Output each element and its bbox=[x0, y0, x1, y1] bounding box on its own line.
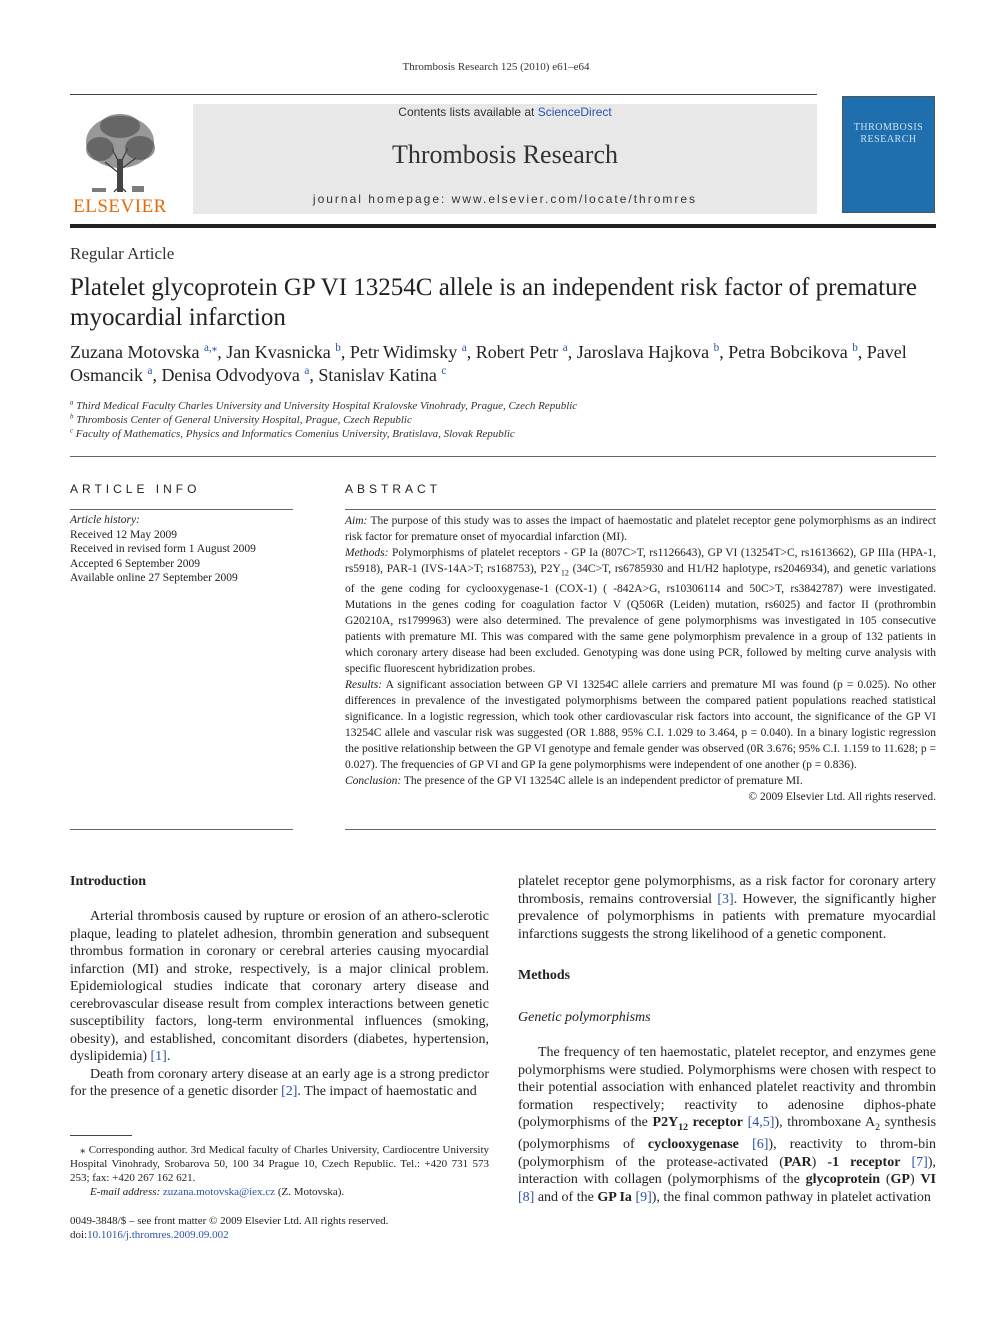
journal-homepage[interactable]: journal homepage: www.elsevier.com/locate/thromres bbox=[312, 192, 698, 206]
corresponding-author-footnote: ⁎ Corresponding author. 3rd Medical faculty of Charles University, Cardiocentre University Hospital Vinohrady, Srobarova 50, 100 34 Prague 10, Czech Republic. Tel.: +420 731 573 253; fax: +420 267 162 621. E-mail address: zuzana.motovska@iex.cz (Z. Motovska). bbox=[70, 1144, 489, 1198]
article-info-heading: ARTICLE INFO bbox=[70, 482, 201, 496]
abstract-conclusion: Conclusion: The presence of the GP VI 13254C allele is an independent predictor of premature MI. bbox=[345, 775, 803, 788]
author[interactable]: Pavel Osmancik $^a$ bbox=[70, 342, 907, 385]
abstract-results: Results: A significant association between GP VI 13254C allele carriers and premature MI was found (p = 0.025). No other differences in prevalence of the investigated polymorphisms between the compared patient populations reached statistical significance. In a logistic regression, which took other cardiovascular risk factors into account, the significance of the GP VI 13254C allele and vascular risk was suggested (OR 1.888, 95% C.I. 1.029 to 3.464, p = 0.040). In a binary logistic regression the positive relationship between the GP VI genotype and female gender was observed (0R 3.676; 95% C.I. 1.159 to 11.628; p = 0.027). The frequencies of GP VI and GP Ia gene polymorphisms were independent of one another (p = 0.836). bbox=[345, 679, 936, 772]
affiliation: $^a$ Third Medical Faculty Charles University and University Hospital Kralovske Vinohrady, Prague, Czech Republic bbox=[70, 399, 578, 412]
header-thick-rule bbox=[70, 224, 936, 228]
abstract-body bbox=[345, 513, 936, 805]
history-item: Received in revised form 1 August 2009 bbox=[70, 543, 256, 556]
journal-cover-thumbnail bbox=[842, 96, 935, 213]
abstract-aim: Aim: The purpose of this study was to asses the impact of haemostatic and platelet receptor gene polymorphisms as an indirect risk factor for premature onset of myocardial infarction (MI). bbox=[345, 515, 936, 543]
article-history: Article history: Received 12 May 2009 Received in revised form 1 August 2009 Accepted 6 September 2009 Available online 27 September 2009 bbox=[70, 513, 293, 586]
author-list: Zuzana Motovska $^{a,⁎}$, Jan Kvasnicka $^b$, Petr Widimsky $^a$, Robert Petr $^a$, Jaroslava Hajkova $^b$, Petra Bobcikova $^b$, Pavel Osmancik $^a$, Denisa Odvodyova $^a$, Stanislav Katina $^c$ bbox=[70, 342, 907, 385]
doi-link[interactable]: 10.1016/j.thromres.2009.09.002 bbox=[87, 1229, 229, 1241]
header-rule bbox=[70, 94, 817, 95]
author[interactable]: Robert Petr $^a$ bbox=[475, 342, 568, 362]
info-rule bbox=[70, 509, 293, 510]
citation-ref[interactable]: [6] bbox=[752, 1137, 769, 1153]
issn-doi: 0049-3848/$ – see front matter © 2009 Elsevier Ltd. All rights reserved. doi:10.1016/j.thromres.2009.09.002 bbox=[70, 1215, 389, 1241]
journal-name: Thrombosis Research bbox=[391, 140, 618, 169]
abstract-heading: ABSTRACT bbox=[345, 482, 442, 496]
abstract-copyright: © 2009 Elsevier Ltd. All rights reserved. bbox=[748, 791, 936, 804]
citation-ref[interactable]: [3] bbox=[717, 891, 734, 907]
genetic-polymorphisms-text: The frequency of ten haemostatic, platelet receptor, and enzymes gene polymorphisms were studied. Polymorphisms were chosen with respect to their potential association with enhanced platelet reactivity and thrombin formation respectively; reactivity to adenosine diphos-phate (polymorphisms of the $P2Y_{12}$ receptor [4,5]), thromboxane $A_2$ synthesis (polymorphisms of cyclooxygenase [6]), reactivity to throm-bin (polymorphism of the protease-activated (PAR) -1 receptor [7]), interaction with collagen (polymorphisms of the glycoprotein (GP) VI [8] and of the GP Ia [9]), the final common pathway in platelet activation bbox=[518, 1045, 937, 1205]
intro-text: Arterial thrombosis caused by rupture or erosion of an athero-sclerotic plaque, leading to platelet adhesion, thrombin generation and subsequent thrombus formation in coronary or cerebral arteries causing myocardial infarction (MI) and stroke, respectively, is a major clinical problem. Epidemiological studies indicate that coronary artery disease and cerebrovascular disease result from complex interactions between genetic susceptibility factors, long-term environmental influences (smoking, obesity), and established, concomitant disorders (diabetes, hypertension, dyslipidemia) [1]. Death from coronary artery disease at an early age is a strong predictor for the presence of a genetic disorder [2]. The impact of haemostatic and bbox=[70, 909, 489, 1099]
citation-ref[interactable]: [4,5] bbox=[747, 1115, 775, 1130]
citation-ref[interactable]: [2] bbox=[281, 1084, 298, 1099]
citation-ref[interactable]: [9] bbox=[635, 1189, 652, 1205]
citation-ref[interactable]: [1] bbox=[150, 1049, 167, 1064]
section-divider bbox=[70, 456, 936, 457]
abstract-rule bbox=[345, 509, 936, 510]
citation-ref[interactable]: [7] bbox=[911, 1154, 928, 1170]
info-bottom-rule bbox=[70, 829, 293, 830]
author[interactable]: Zuzana Motovska $^{a,⁎}$ bbox=[70, 342, 218, 362]
history-item: Accepted 6 September 2009 bbox=[70, 557, 200, 570]
author[interactable]: Stanislav Katina $^c$ bbox=[318, 365, 447, 385]
journal-citation: Thrombosis Research 125 (2010) e61–e64 bbox=[402, 61, 590, 73]
contents-availability: Contents lists available at ScienceDirect bbox=[398, 105, 612, 119]
author[interactable]: Jaroslava Hajkova $^b$ bbox=[576, 342, 720, 362]
history-item: Available online 27 September 2009 bbox=[70, 572, 238, 585]
author[interactable]: Petr Widimsky $^a$ bbox=[349, 342, 467, 362]
genetic-polymorphisms-heading: Genetic polymorphisms bbox=[518, 1010, 651, 1025]
affiliation: $^b$ Thrombosis Center of General University Hospital, Prague, Czech Republic bbox=[70, 413, 412, 426]
affiliation: $^c$ Faculty of Mathematics, Physics and Informatics Comenius University, Bratislava, Slovak Republic bbox=[70, 427, 515, 440]
abstract-methods: Methods: Polymorphisms of platelet receptors - GP Ia (807C>T, rs1126643), GP VI (13254T>C, rs1613662), GP IIIa (HPA-1, rs5918), PAR-1 (IVS-14A>T; rs168753), $P2Y_{12}$ (34C>T, rs6785930 and H1/H2 haplotype, rs2046934), and genetic variations of the gene coding for cyclooxygenase-1 (COX-1) ( -842A>G, rs10306114 and 50C>T, rs3842787) were investigated. Mutations in the genes coding for coagulation factor V (Q506R (Leiden) mutation, rs6025) and factor II (prothrombin G20210A, rs1799963) were also determined. The prevalence of gene polymorphisms was investigated in 105 consecutive patients with premature MI. This was compared with the same gene polymorphism prevalence in a group of 132 patients in which coronary artery disease had been excluded. Genotyping was done using PCR, followed by melting curve analysis with specific fluorescent hybridization probes. bbox=[345, 547, 937, 676]
author[interactable]: Petra Bobcikova $^b$ bbox=[728, 342, 858, 362]
abstract-bottom-rule bbox=[345, 829, 936, 830]
publisher-wordmark: ELSEVIER bbox=[73, 196, 167, 217]
footnote-rule bbox=[70, 1135, 132, 1136]
article-type: Regular Article bbox=[70, 244, 175, 263]
author-email-link[interactable]: zuzana.motovska@iex.cz bbox=[162, 1186, 276, 1198]
intro-continued: platelet receptor gene polymorphisms, as a risk factor for coronary artery thrombosis, remains controversial [3]. However, the significantly higher prevalence of polymorphisms in patients with premature myocardial infarctions suggests the strong likelihood of a genetic component. bbox=[518, 874, 936, 942]
article-title: Platelet glycoprotein GP VI 13254C allele is an independent risk factor of premature myocardial infarction bbox=[70, 274, 917, 331]
author[interactable]: Denisa Odvodyova $^a$ bbox=[161, 365, 310, 385]
citation-ref[interactable]: [8] bbox=[518, 1189, 535, 1205]
cover-title: THROMBOSIS RESEARCH bbox=[853, 122, 924, 145]
history-item: Received 12 May 2009 bbox=[70, 528, 177, 541]
author[interactable]: Jan Kvasnicka $^b$ bbox=[226, 342, 341, 362]
intro-heading: Introduction bbox=[70, 874, 146, 889]
methods-heading: Methods bbox=[518, 968, 571, 983]
sciencedirect-link[interactable]: ScienceDirect bbox=[537, 105, 612, 119]
